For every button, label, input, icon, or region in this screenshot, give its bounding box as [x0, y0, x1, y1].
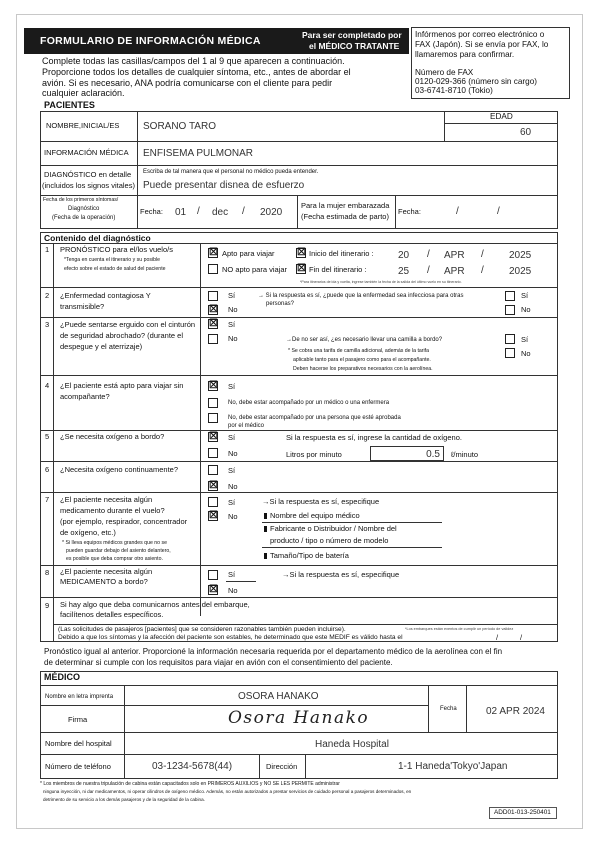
doctor-name-value[interactable]: OSORA HANAKO: [238, 691, 319, 702]
q4-label-1: ¿El paciente está apto para viajar sin: [60, 381, 184, 390]
q3-label-3: despegue y el aterrizaje): [60, 342, 143, 351]
symptoms-day[interactable]: 01: [175, 207, 187, 218]
q2-infectious-no-checkbox[interactable]: [505, 305, 515, 315]
q7-label-3: (por ejemplo, respirador, concentrador: [60, 517, 188, 526]
date-slash: /: [197, 206, 200, 217]
q2-no-checkbox[interactable]: ☒: [209, 304, 218, 315]
q3-no-checkbox[interactable]: [208, 334, 218, 344]
q7-label-4: de oxígeno, etc.): [60, 528, 116, 537]
q7-note-2: pueden guardar debajo del asiento delantero,: [66, 548, 171, 554]
q3-label-2: de seguridad abrochado? (durante el: [60, 331, 184, 340]
content-section-title: Contenido del diagnóstico: [44, 233, 151, 243]
q4-approved-escort-label: No, debe estar acompañado por una persona que esté aprobada: [228, 415, 401, 421]
medical-info-value[interactable]: ENFISEMA PULMONAR: [143, 148, 254, 159]
q3-number: 3: [45, 320, 50, 329]
q4-si-checkbox[interactable]: ☒: [209, 380, 218, 391]
q7-item-1: Nombre del equipo médico: [270, 511, 360, 520]
q5-no-label: No: [228, 449, 238, 458]
q2-si-label: Sí: [228, 291, 236, 300]
fax-line3: llamaremos para confirmar.: [415, 50, 515, 59]
q5-label: ¿Se necesita oxígeno a bordo?: [60, 432, 165, 441]
phone-label: Número de teléfono: [45, 762, 111, 771]
form-title-bar: [24, 28, 409, 54]
q2-label-2: transmisible?: [60, 302, 105, 311]
q8-label-1: ¿El paciente necesita algún: [60, 567, 153, 576]
q7-item-2b: producto / tipo o número de modelo: [270, 536, 389, 545]
fax-label: Número de FAX: [415, 68, 474, 77]
q4-number: 4: [45, 381, 50, 390]
q7-si-checkbox[interactable]: [208, 497, 218, 507]
date-slash: /: [427, 265, 430, 276]
q1-start-checkbox[interactable]: ☒: [297, 247, 306, 258]
q1-end-day[interactable]: 25: [398, 266, 410, 277]
form-code-box: [489, 807, 557, 819]
bullet-mark: [264, 513, 267, 519]
q5-unit: ℓ/minuto: [451, 450, 479, 459]
phone-value[interactable]: 03-1234-5678(44): [152, 761, 233, 772]
q2-no-label: No: [228, 305, 238, 314]
fax-box: [411, 27, 570, 99]
q3-follow-1: →De no ser así, ¿es necesario llevar una camilla a bordo?: [286, 337, 443, 343]
q3-si-label: Sí: [228, 320, 236, 329]
q6-number: 6: [45, 465, 50, 474]
bullet-mark: [264, 526, 267, 532]
q4-label-2: acompañante?: [60, 392, 110, 401]
date-slash: /: [242, 206, 245, 217]
q4-medical-escort-checkbox[interactable]: [208, 398, 218, 408]
patients-section-title: PACIENTES: [44, 100, 95, 110]
first-symptoms-label-2: Diagnóstico: [68, 206, 100, 212]
intro-line2: Proporcione todos los detalles de cualquier síntoma, etc., antes de abordar el: [42, 67, 351, 77]
q7-follow: →Si la respuesta es sí, especifique: [262, 497, 380, 506]
q1-label: PRONÓSTICO para el/los vuelo/s: [60, 245, 173, 254]
q3-stretcher-si-label: Sí: [521, 335, 529, 344]
diagnosis-note: Escriba de tal manera que el personal no médico pueda entender.: [143, 169, 319, 175]
q1-start-year[interactable]: 2025: [509, 250, 532, 261]
q4-medical-escort-label: No, debe estar acompañado por un médico o una enfermera: [228, 400, 390, 406]
q1-note-2: efecto sobre el estado de salud del paciente: [64, 266, 166, 272]
doctor-signature[interactable]: Osora Hanako: [228, 708, 370, 728]
footer-line-2: ninguna inyección, ni dar medicamentos, ni operar cilindros de oxígeno médico. Además, no están autorizados a prestar servicios de cuidado personal a pasajeros determinados, en: [43, 789, 412, 794]
prognosis-line-1: Pronóstico igual al anterior. Proporcioné la información necesaria requerida por el departamento médico de la aerolínea con el fin: [44, 647, 503, 656]
intro-line4: cualquier aclaración.: [42, 88, 125, 98]
hospital-label: Nombre del hospital: [45, 739, 112, 748]
subtitle-line2: el MÉDICO TRATANTE: [309, 41, 400, 51]
q9-request-note: *Los embarques están exentos de cumplir un período de validez: [405, 627, 514, 631]
doctor-section-title: MÉDICO: [44, 672, 80, 682]
q1-no-apto-label: NO apto para viajar: [222, 265, 288, 274]
q4-approved-escort-checkbox[interactable]: [208, 413, 218, 423]
q3-no-label: No: [228, 334, 238, 343]
fax-line1: Infórmenos por correo electrónico o: [415, 30, 545, 39]
q9-request-1: (Las solicitudes de pasajeros [pacientes] que se consideren razonables también pueden incluirse).: [58, 626, 346, 633]
q1-end-month[interactable]: APR: [444, 266, 465, 277]
date-slash: /: [481, 265, 484, 276]
edad-value[interactable]: 60: [520, 127, 532, 138]
q7-no-label: No: [228, 512, 238, 521]
date-slash: /: [427, 249, 430, 260]
q8-si-label: Sí: [228, 570, 236, 579]
q1-end-year[interactable]: 2025: [509, 266, 532, 277]
q7-no-checkbox[interactable]: ☒: [209, 510, 218, 521]
q7-item-2a: Fabricante o Distribuidor / Nombre del: [270, 524, 397, 533]
pregnancy-fecha-label: Fecha:: [398, 207, 421, 216]
symptoms-month[interactable]: dec: [212, 207, 229, 218]
q2-number: 2: [45, 291, 50, 300]
fax-line2: FAX (Japón). Si se envía por FAX, lo: [415, 40, 549, 49]
q2-infectious-no-label: No: [521, 305, 531, 314]
q7-item-3: Tamaño/Tipo de batería: [270, 551, 349, 560]
q5-si-checkbox[interactable]: ☒: [209, 431, 218, 442]
q2-infectious-si-checkbox[interactable]: [505, 291, 515, 301]
date-slash: /: [497, 206, 500, 217]
q3-follow-2: * Se cobra una tarifa de camilla adicional, además de la tarifa: [288, 348, 430, 354]
footer-line-3: detrimento de su servicio a los demás pasajeros y de la seguridad de la cabina.: [43, 797, 205, 802]
q3-stretcher-no-label: No: [521, 349, 531, 358]
q1-start-day[interactable]: 20: [398, 250, 410, 261]
q2-si-checkbox[interactable]: [208, 291, 218, 301]
q3-stretcher-si-checkbox[interactable]: [505, 334, 515, 344]
fecha-label: Fecha:: [140, 207, 163, 216]
pregnancy-label-2: (Fecha estimada de parto): [301, 212, 389, 221]
address-value[interactable]: 1-1 Haneda'Tokyo'Japan: [398, 761, 508, 772]
q4-approved-escort-label-2: por el médico: [228, 423, 265, 429]
intro-line1: Complete todas las casillas/campos del 1 al 9 que aparecen a continuación.: [42, 56, 345, 66]
q8-label-2: MEDICAMENTO a bordo?: [60, 577, 148, 586]
q1-apto-label: Apto para viajar: [222, 249, 275, 258]
symptoms-year[interactable]: 2020: [260, 207, 283, 218]
q8-number: 8: [45, 568, 50, 577]
q5-follow: Si la respuesta es sí, ingrese la cantidad de oxígeno.: [286, 433, 462, 442]
q3-follow-3: aplicable tanto para el pasajero como para el acompañante.: [293, 357, 431, 363]
q3-stretcher-no-checkbox[interactable]: [505, 348, 515, 358]
q3-follow-4: Deben hacerse los preparativos necesarios con la aerolínea.: [293, 366, 433, 372]
q2-infectious-si-label: Sí: [521, 291, 529, 300]
q1-start-month[interactable]: APR: [444, 250, 465, 261]
doctor-fecha-value[interactable]: 02 APR 2024: [486, 706, 545, 717]
q1-footnote: *Para itinerarios de ida y vuelta, ingrese también la fecha de la salida del último vuelo en su itinerario.: [300, 280, 462, 284]
q3-si-checkbox[interactable]: ☒: [209, 318, 218, 329]
q1-start-label: Inicio del itinerario :: [309, 249, 374, 258]
q3-label-1: ¿Puede sentarse erguido con el cinturón: [60, 320, 196, 329]
q1-apto-checkbox[interactable]: ☒: [209, 247, 218, 258]
q5-number: 5: [45, 432, 50, 441]
doctor-name-label: Nombre en letra imprenta: [45, 694, 114, 700]
intro-line3: avión. Si es necesario, ANA podría comunicarse con el cliente para pedir: [42, 78, 333, 88]
q2-label-1: ¿Enfermedad contagiosa Y: [60, 291, 151, 300]
q7-number: 7: [45, 495, 50, 504]
q1-no-apto-checkbox[interactable]: [208, 264, 218, 274]
q8-follow: →Si la respuesta es sí, especifique: [282, 570, 400, 579]
q6-no-checkbox[interactable]: ☒: [209, 480, 218, 491]
fax-number-2: 03-6741-8710 (Tokio): [415, 86, 493, 95]
q9-number: 9: [45, 601, 50, 610]
hospital-value[interactable]: Haneda Hospital: [315, 739, 389, 750]
q7-label-1: ¿El paciente necesita algún: [60, 495, 153, 504]
diagnosis-label-2: (incluidos los signos vitales): [42, 181, 135, 190]
name-label: NOMBRE,INICIAL/ES: [46, 121, 120, 130]
q6-no-label: No: [228, 482, 238, 491]
form-title: FORMULARIO DE INFORMACIÓN MÉDICA: [40, 35, 261, 47]
q5-liters-value: 0.5: [426, 449, 440, 460]
q1-end-checkbox[interactable]: ☒: [297, 263, 306, 274]
medical-info-label: INFORMACIÓN MÉDICA: [44, 148, 129, 157]
subtitle-line1: Para ser completado por: [302, 30, 402, 40]
doctor-fecha-label: Fecha: [440, 706, 457, 712]
date-slash: /: [456, 206, 459, 217]
form-code: ADD01-013-250401: [494, 809, 551, 816]
diagnosis-label: DIAGNÓSTICO en detalle: [44, 170, 132, 179]
q1-number: 1: [45, 245, 50, 254]
q7-label-2: medicamento durante el vuelo?: [60, 506, 165, 515]
q9-label-2: facilítenos detalles específicos.: [60, 610, 164, 619]
q6-si-label: Sí: [228, 466, 236, 475]
q8-no-label: No: [228, 586, 238, 595]
q7-si-label: Sí: [228, 498, 236, 507]
q1-end-label: Fin del itinerario :: [309, 265, 367, 274]
q2-follow-1: → Si la respuesta es sí, ¿puede que la enfermedad sea infecciosa para otras: [258, 293, 464, 299]
pregnancy-label: Para la mujer embarazada: [301, 201, 390, 210]
q6-label: ¿Necesita oxígeno continuamente?: [60, 465, 178, 474]
bullet-mark: [264, 553, 267, 559]
q1-note-1: *Tenga en cuenta el itinerario y su posible: [64, 257, 161, 263]
first-symptoms-label: Fecha de los primeros síntomas/: [43, 197, 119, 203]
q9-request-2: Debido a que los síntomas y la afección del paciente son estables, he determinado que este MEDIF es válido hasta el: [58, 634, 403, 641]
q5-liters-label: Litros por minuto: [286, 450, 342, 459]
q8-no-checkbox[interactable]: ☒: [209, 584, 218, 595]
date-slash: /: [496, 633, 499, 642]
q7-note-1: * Si lleva equipos médicos grandes que no se: [62, 540, 167, 546]
address-label: Dirección: [266, 762, 298, 771]
signature-label: Firma: [68, 715, 88, 724]
fax-number-1: 0120-029-366 (número sin cargo): [415, 77, 537, 86]
q2-follow-2: personas?: [266, 301, 295, 307]
q5-liters-field[interactable]: [370, 446, 444, 461]
footer-line-1: * Los miembros de nuestra tripulación de cabina están capacitados solo en PRIMEROS AUXILIOS y NO SE LES PERMITE administrar: [40, 781, 340, 787]
q9-label-1: Si hay algo que deba comunicarnos antes del embarque,: [60, 600, 250, 609]
q7-note-3: es posible que deba comprar otro asiento.: [66, 556, 163, 562]
q5-no-checkbox[interactable]: [208, 448, 218, 458]
q6-si-checkbox[interactable]: [208, 465, 218, 475]
prognosis-line-2: de determinar si cumple con los requisitos para viajar en avión con el consentimiento del paciente.: [44, 658, 393, 667]
q8-si-checkbox[interactable]: [208, 570, 218, 580]
first-symptoms-label-3: (Fecha de la operación): [52, 215, 116, 221]
edad-label: EDAD: [490, 112, 513, 121]
q5-si-label: Sí: [228, 433, 236, 442]
date-slash: /: [520, 633, 523, 642]
date-slash: /: [481, 249, 484, 260]
q4-si-label: Sí: [228, 382, 236, 391]
patient-name-value[interactable]: SORANO TARO: [143, 121, 216, 132]
diagnosis-value[interactable]: Puede presentar disnea de esfuerzo: [143, 180, 305, 191]
